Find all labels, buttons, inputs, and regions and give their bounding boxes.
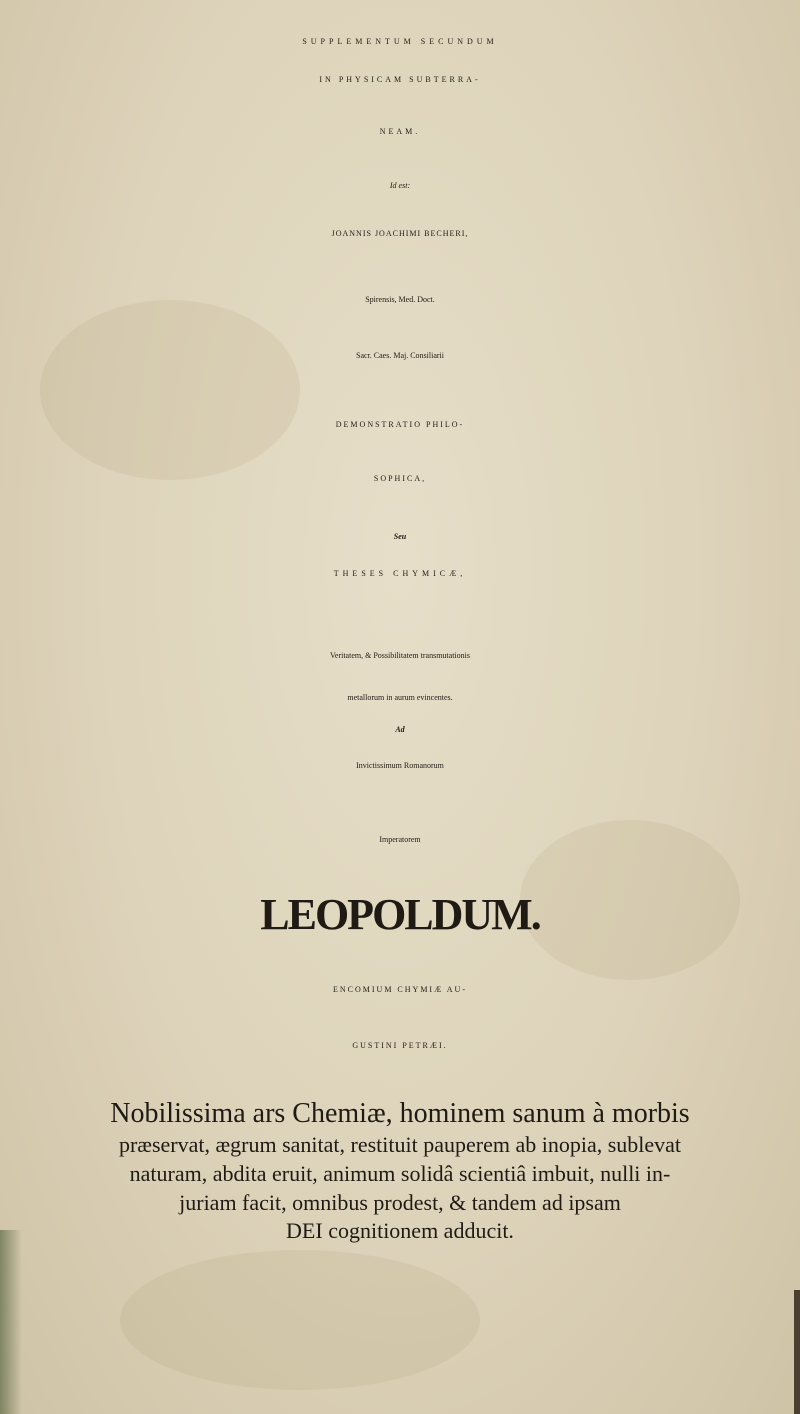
paragraph-line-3 (0, 1163, 800, 1185)
ad-label: Ad (395, 725, 405, 734)
paragraph-text: Nobilissima ars Chemiæ, hominem sanum à morbis (110, 1098, 690, 1129)
author-office: Sacr. Caes. Maj. Consiliarii (356, 351, 444, 360)
id-est-label: Id est: (389, 181, 411, 190)
encomium-line-2: GUSTINI PETRÆI. (352, 1041, 448, 1050)
paper-stain (120, 1250, 480, 1390)
page-edge-discoloration (0, 1230, 22, 1414)
demonstratio-line-1: DEMONSTRATIO PHILO- (335, 420, 465, 429)
theses-title: THESES CHYMICÆ, (333, 569, 467, 578)
heading-line-1: SUPPLEMENTUM SECUNDUM (302, 37, 498, 46)
paragraph-line-5 (0, 1220, 800, 1242)
paragraph-line-2 (0, 1134, 800, 1156)
encomium-line-1: ENCOMIUM CHYMIÆ AU- (332, 985, 467, 994)
paragraph-text: naturam, abdita eruit, animum solidâ scientiâ imbuit, nulli in- (129, 1161, 671, 1186)
demonstratio-line-2: SOPHICA, (373, 474, 427, 483)
heading-line-2: IN PHYSICAM SUBTERRA- (319, 75, 481, 84)
paragraph-line-4 (0, 1192, 800, 1214)
paper-stain (40, 300, 300, 480)
dedication-line-2: Imperatorem (379, 835, 421, 844)
author-name: JOANNIS JOACHIMI BECHERI, (331, 229, 469, 238)
dedication-line-3: LEOPOLDUM. (260, 890, 540, 939)
paragraph-text: præservat, ægrum sanitat, restituit pauperem ab inopia, sublevat (118, 1132, 682, 1157)
subtitle-line-2: metallorum in aurum evincentes. (347, 693, 453, 702)
paragraph-line-1 (0, 1100, 800, 1128)
subtitle-line-1: Veritatem, & Possibilitatem transmutationis (330, 651, 470, 660)
paragraph-text: juriam facit, omnibus prodest, & tandem ad ipsam (179, 1190, 621, 1215)
page-edge-shadow (794, 1290, 800, 1414)
seu-label: Seu (393, 532, 407, 541)
dedication-line-1: Invictissimum Romanorum (356, 761, 444, 770)
heading-line-3: NEAM. (379, 127, 421, 136)
paragraph-text: DEI cognitionem adducit. (286, 1218, 514, 1243)
author-origin: Spirensis, Med. Doct. (365, 295, 435, 304)
